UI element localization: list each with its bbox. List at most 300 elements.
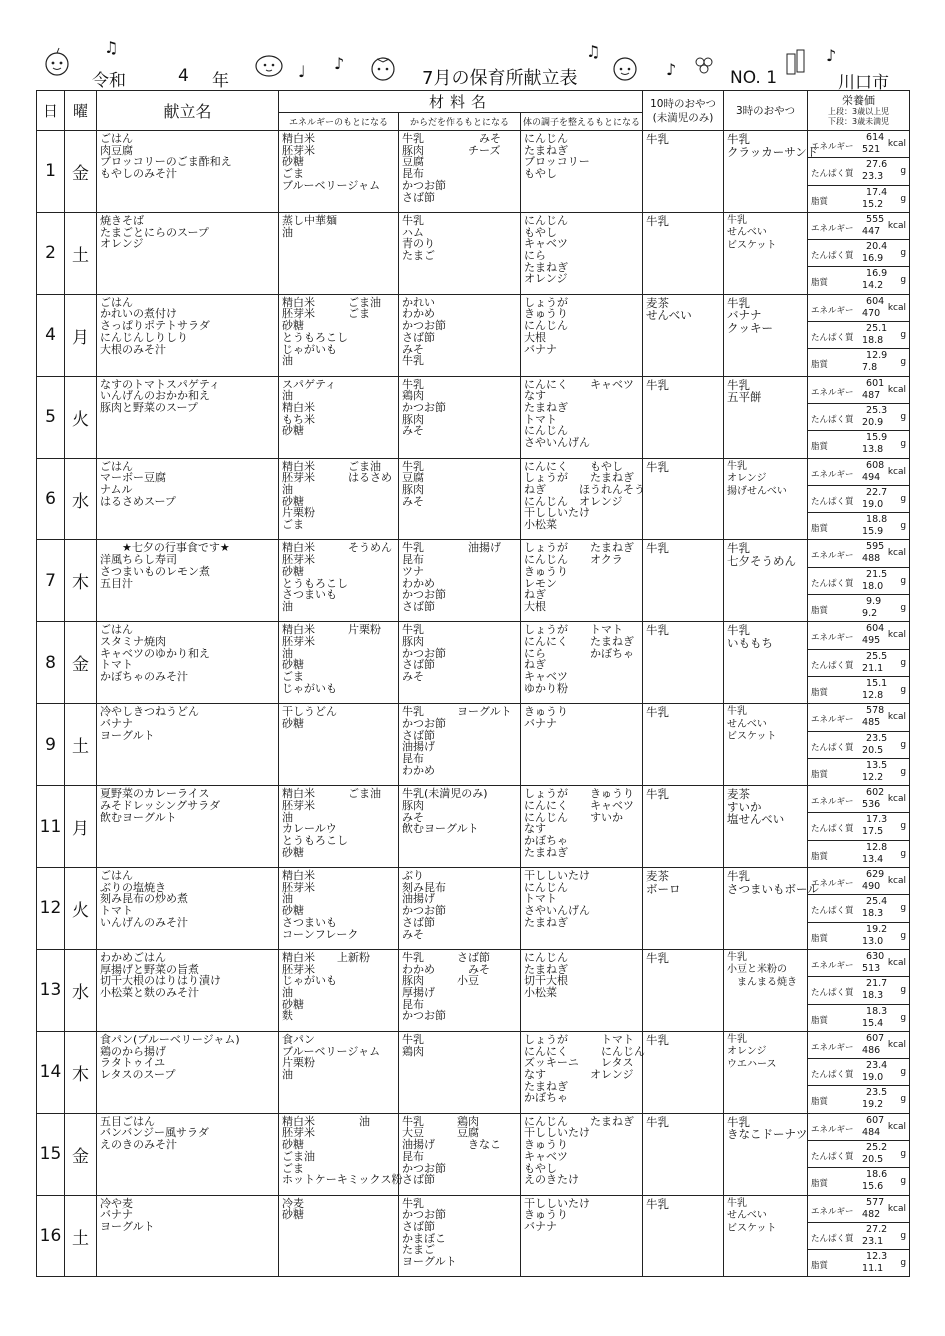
nutrition-fat-row: [808, 841, 909, 867]
nutrient-label: たんぱく質: [811, 333, 854, 344]
nutrient-value-lower: 20.9: [862, 416, 884, 428]
menu-day-row: [37, 376, 910, 458]
condition-ingredients: にんにく キャベツ なす たまねぎ トマト にんじん さやいんげん: [524, 377, 634, 450]
nutrient-unit: kcal: [887, 794, 907, 805]
am-snack: 牛乳: [646, 787, 670, 802]
nutrition-cell: [808, 1031, 910, 1113]
condition-ingredients-cell: [521, 868, 643, 950]
nutrition-energy-row: [808, 295, 909, 322]
nutrient-value-lower: 536: [862, 799, 881, 811]
nutrient-label: エネルギー: [811, 633, 854, 644]
music-note-icon: ♫: [586, 42, 601, 61]
nutrient-value-lower: 485: [862, 717, 881, 729]
pm-snack: 牛乳 さつまいもボール: [727, 869, 819, 896]
menu-items-cell: [97, 704, 279, 786]
pm-snack-cell: [724, 458, 808, 540]
am-snack-cell: [643, 622, 724, 704]
nutrient-value-lower: 18.8: [862, 335, 884, 347]
body-ingredients: 牛乳 さば節 わかめ みそ 豚肉 小豆 厚揚げ 昆布 かつお節: [402, 950, 490, 1023]
nutrition-energy-row: [808, 950, 909, 977]
pm-snack: 牛乳 オレンジ ウエハース: [727, 1033, 777, 1070]
nutrition-protein-row: [808, 568, 909, 595]
nutrient-value-lower: 18.3: [862, 908, 884, 920]
nutrient-value-upper: 607: [866, 1032, 885, 1044]
body-ingredients: 牛乳 ハム 青のり たまご: [402, 213, 435, 262]
weekday: 金: [65, 622, 97, 704]
energy-ingredients: 精白米 胚芽米 油 砂糖 さつまいも コーンフレーク: [282, 869, 359, 941]
nutrient-value-lower: 17.5: [862, 826, 884, 838]
nutrient-value-upper: 604: [866, 295, 885, 307]
nutrient-value-lower: 18.0: [862, 580, 884, 592]
nutrition-protein-row: [808, 322, 909, 349]
nutrient-value-upper: 12.3: [866, 1251, 888, 1263]
pm-snack: 牛乳 五平餅: [727, 377, 762, 405]
nutrient-value-upper: 13.5: [866, 759, 888, 771]
nutrient-unit: g: [900, 821, 907, 832]
am-snack: 麦茶 ボーロ: [646, 869, 681, 896]
body-ingredients: かれい わかめ かつお節 さば節 みそ 牛乳: [402, 295, 446, 368]
nutrient-unit: g: [900, 193, 907, 204]
nutrient-value-upper: 16.9: [866, 268, 888, 280]
nutrition-protein-row: [808, 1141, 909, 1168]
fruit-character-icon: [40, 46, 74, 76]
nutrient-unit: kcal: [887, 876, 907, 887]
condition-ingredients: しょうが たまねぎ にんじん オクラ きゅうり レモン ねぎ 大根: [524, 541, 634, 613]
music-note-icon: ♪: [826, 46, 837, 65]
nutrient-value-lower: 447: [862, 225, 881, 237]
nutrient-unit: kcal: [887, 1121, 907, 1132]
nutrient-value-upper: 19.2: [866, 923, 888, 935]
nutrition-fat-row: [808, 923, 909, 949]
nutrition-energy-row: [808, 1196, 909, 1223]
nutrient-unit: kcal: [887, 630, 907, 641]
pm-snack-cell: [724, 786, 808, 868]
condition-ingredients-cell: [521, 1031, 643, 1113]
energy-ingredients-cell: [279, 704, 399, 786]
am-snack-cell: [643, 458, 724, 540]
tomato-character-icon: [366, 52, 400, 82]
nutrient-value-upper: 555: [866, 213, 885, 225]
era-label: 令和: [92, 71, 126, 91]
nutrient-unit: g: [900, 1012, 907, 1023]
nutrient-unit: g: [900, 411, 907, 422]
nutrient-unit: g: [900, 657, 907, 668]
menu-day-row: [37, 1031, 910, 1113]
weekday: 火: [65, 376, 97, 458]
body-ingredients: 牛乳 みそ 豚肉 チーズ 豆腐 昆布 かつお節 さば節: [402, 132, 501, 204]
pm-snack: 牛乳 小豆と米粉の まんまる焼き: [727, 951, 798, 988]
nutrition-fat-row: [808, 1250, 909, 1276]
energy-ingredients: 精白米 胚芽米 砂糖 ごま ブルーベリージャム: [282, 132, 381, 192]
am-snack: 牛乳: [646, 705, 670, 720]
nutrient-value-upper: 23.5: [866, 1087, 888, 1099]
day-number: 8: [37, 622, 65, 704]
condition-ingredients: にんじん たまねぎ 干ししいたけ きゅうり キャベツ もやし えのきたけ: [524, 1114, 634, 1187]
condition-ingredients: にんじん たまねぎ 切干大根 小松菜: [524, 950, 568, 1000]
energy-ingredients: 食パン ブルーベリージャム 片栗粉 油: [282, 1032, 381, 1081]
body-ingredients-cell: [399, 1031, 521, 1113]
nutrient-unit: g: [900, 766, 907, 777]
nutrient-value-lower: 482: [862, 1208, 881, 1220]
nutrient-label: エネルギー: [811, 1124, 854, 1135]
nutrient-label: エネルギー: [811, 1206, 854, 1217]
am-snack: 牛乳: [646, 1196, 670, 1211]
am-snack-cell: [643, 1031, 724, 1113]
pm-snack: 牛乳 せんべい ビスケット: [727, 1197, 777, 1234]
nutrient-unit: g: [900, 603, 907, 614]
nutrition-fat-row: [808, 349, 909, 375]
day-number: 1: [37, 131, 65, 213]
nutrient-value-lower: 14.2: [862, 280, 884, 292]
nutrient-value-upper: 595: [866, 541, 885, 553]
nutrient-value-lower: 486: [862, 1044, 881, 1056]
nutrient-label: エネルギー: [811, 387, 854, 398]
nutrient-unit: kcal: [887, 548, 907, 559]
nutrition-note-upper: 上段：3歳以上児: [827, 107, 890, 116]
body-ingredients-cell: [399, 704, 521, 786]
menu-items: ★七夕の行事食です★ 洋風ちらし寿司 さつまいものレモン煮 五目汁: [100, 541, 230, 590]
weekday: 木: [65, 540, 97, 622]
nutrient-label: たんぱく質: [811, 742, 854, 753]
music-note-icon: ♪: [334, 54, 345, 73]
nutrition-energy-row: [808, 622, 909, 649]
menu-items-cell: [97, 294, 279, 376]
condition-ingredients-cell: [521, 949, 643, 1031]
nutrient-value-lower: 13.8: [862, 444, 884, 456]
nutrient-label: エネルギー: [811, 715, 854, 726]
nutrient-label: たんぱく質: [811, 1070, 854, 1081]
nutrient-unit: g: [900, 930, 907, 941]
am-snack: 牛乳: [646, 132, 670, 146]
am-snack: 牛乳: [646, 541, 670, 556]
nutrient-value-upper: 12.9: [866, 350, 888, 362]
weekday: 月: [65, 294, 97, 376]
menu-table: [36, 90, 910, 1277]
nutrition-cell: [808, 376, 910, 458]
pm-snack-cell: [724, 704, 808, 786]
nutrient-value-lower: 13.0: [862, 935, 884, 947]
nutrient-label: たんぱく質: [811, 578, 854, 589]
menu-items-cell: [97, 1195, 279, 1277]
nutrient-value-upper: 21.5: [866, 568, 888, 580]
nutrient-label: たんぱく質: [811, 1233, 854, 1244]
year-value: 4: [178, 66, 189, 86]
menu-day-row: [37, 540, 910, 622]
nutrient-unit: g: [900, 1094, 907, 1105]
nutrient-value-lower: 13.4: [862, 853, 884, 865]
day-number: 14: [37, 1031, 65, 1113]
nutrition-fat-row: [808, 1005, 909, 1031]
nutrient-label: エネルギー: [811, 305, 854, 316]
body-ingredients-cell: [399, 622, 521, 704]
bottle-character-icon: [778, 46, 812, 76]
nutrition-energy-row: [808, 213, 909, 240]
nutrient-value-upper: 15.9: [866, 432, 888, 444]
am-snack-cell: [643, 212, 724, 294]
nutrient-unit: g: [900, 1176, 907, 1187]
menu-items: 冷や麦 バナナ ヨーグルト: [100, 1196, 155, 1233]
music-note-icon: ♩: [298, 62, 306, 81]
menu-items: ごはん かれいの煮付け さっぱりポテトサラダ にんじんしりしり 大根のみそ汁: [100, 295, 210, 356]
nutrient-label: たんぱく質: [811, 906, 854, 917]
pm-snack-cell: [724, 1031, 808, 1113]
condition-ingredients-cell: [521, 786, 643, 868]
menu-items: 五目ごはん バンバンジー風サラダ えのきのみそ汁: [100, 1114, 209, 1152]
body-ingredients: 牛乳(未満児のみ) 豚肉 みそ 飲むヨーグルト: [402, 787, 488, 836]
am-snack-cell: [643, 704, 724, 786]
am-snack-cell: [643, 786, 724, 868]
nutrient-value-upper: 20.4: [866, 241, 888, 253]
energy-ingredients: 干しうどん 砂糖: [282, 705, 337, 730]
nutrition-fat-row: [808, 431, 909, 457]
energy-ingredients-cell: [279, 622, 399, 704]
nutrition-protein-row: [808, 240, 909, 267]
nutrition-fat-row: [808, 677, 909, 703]
nutrient-unit: kcal: [887, 1039, 907, 1050]
energy-ingredients: 精白米 ごま油 胚芽米 油 カレールウ とうもろこし 砂糖: [282, 787, 381, 859]
nutrient-label: 脂質: [811, 606, 829, 617]
am-snack-cell: [643, 540, 724, 622]
nutrient-value-upper: 9.9: [866, 596, 882, 608]
nutrition-fat-row: [808, 595, 909, 621]
nutrient-label: エネルギー: [811, 879, 854, 890]
nutrient-value-upper: 17.4: [866, 186, 888, 198]
nutrition-protein-row: [808, 977, 909, 1004]
energy-ingredients-cell: [279, 949, 399, 1031]
nutrition-energy-row: [808, 377, 909, 404]
nutrient-label: 脂質: [811, 360, 829, 371]
pm-snack: 牛乳 せんべい ビスケット: [727, 706, 777, 743]
pm-snack-cell: [724, 1113, 808, 1195]
nutrition-cell: [808, 704, 910, 786]
nutrient-label: 脂質: [811, 851, 829, 862]
nutrition-cell: [808, 1195, 910, 1277]
nutrition-energy-row: [808, 131, 909, 158]
body-ingredients: 牛乳 かつお節 さば節 かまぼこ たまご ヨーグルト: [402, 1196, 457, 1269]
col-materials-header: 材料名: [279, 91, 643, 113]
nutrition-protein-row: [808, 732, 909, 759]
weekday: 月: [65, 786, 97, 868]
menu-day-row: [37, 458, 910, 540]
nutrition-title: 栄養価: [842, 94, 876, 107]
nutrient-label: たんぱく質: [811, 169, 854, 180]
document-title: 7月の保育所献立表: [422, 68, 578, 89]
nutrient-value-lower: 16.9: [862, 253, 884, 265]
weekday: 火: [65, 868, 97, 950]
pm-snack-cell: [724, 294, 808, 376]
am-snack: 牛乳: [646, 377, 670, 392]
day-number: 12: [37, 868, 65, 950]
nutrient-label: 脂質: [811, 933, 829, 944]
energy-ingredients-cell: [279, 786, 399, 868]
condition-ingredients-cell: [521, 131, 643, 213]
nutrient-value-upper: 577: [866, 1196, 885, 1208]
menu-items-cell: [97, 622, 279, 704]
nutrient-unit: g: [900, 166, 907, 177]
menu-day-row: [37, 704, 910, 786]
menu-day-row: [37, 622, 910, 704]
page-header: [36, 40, 896, 92]
am-snack: 牛乳: [646, 950, 670, 965]
nutrient-value-upper: 608: [866, 459, 885, 471]
nutrition-energy-row: [808, 1114, 909, 1141]
nutrient-label: 脂質: [811, 442, 829, 453]
nutrient-value-lower: 15.6: [862, 1181, 884, 1193]
nutrition-cell: [808, 949, 910, 1031]
nutrient-label: たんぱく質: [811, 414, 854, 425]
nutrient-unit: g: [900, 1148, 907, 1159]
condition-ingredients-cell: [521, 376, 643, 458]
body-ingredients-cell: [399, 1195, 521, 1277]
nutrient-label: エネルギー: [811, 223, 854, 234]
nutrition-cell: [808, 540, 910, 622]
nutrient-label: たんぱく質: [811, 251, 854, 262]
nutrient-value-upper: 23.4: [866, 1060, 888, 1072]
nutrient-value-lower: 488: [862, 553, 881, 565]
nutrition-protein-row: [808, 895, 909, 922]
nutrient-label: エネルギー: [811, 960, 854, 971]
music-note-icon: ♫: [104, 38, 119, 57]
energy-ingredients: 精白米 上新粉 胚芽米 じゃがいも 油 砂糖 麩: [282, 950, 370, 1023]
nutrient-value-lower: 521: [862, 144, 881, 155]
nutrient-value-upper: 18.6: [866, 1169, 888, 1181]
day-number: 9: [37, 704, 65, 786]
weekday: 土: [65, 704, 97, 786]
condition-ingredients-cell: [521, 622, 643, 704]
pm-snack: 牛乳 せんべい ビスケット: [727, 214, 777, 251]
nutrient-value-upper: 630: [866, 950, 885, 962]
body-ingredients-cell: [399, 949, 521, 1031]
weekday: 水: [65, 949, 97, 1031]
body-ingredients: ぶり 刻み昆布 油揚げ かつお節 さば節 みそ: [402, 869, 446, 941]
nutrient-value-upper: 604: [866, 623, 885, 635]
nutrient-unit: kcal: [887, 466, 907, 477]
nutrient-value-upper: 12.8: [866, 841, 888, 853]
am-snack-cell: [643, 131, 724, 213]
condition-ingredients: しょうが トマト にんにく にんじん ズッキーニ レタス なす オレンジ たまねぎ かぼちゃ: [524, 1032, 645, 1105]
condition-ingredients: しょうが きゅうり にんにく キャベツ にんじん すいか なす かぼちゃ たまねぎ: [524, 787, 634, 859]
pm-snack-cell: [724, 622, 808, 704]
energy-ingredients-cell: [279, 868, 399, 950]
am-snack: 牛乳: [646, 459, 670, 474]
pm-snack: 牛乳 オレンジ 揚げせんべい: [727, 460, 787, 497]
day-number: 5: [37, 376, 65, 458]
nutrient-unit: kcal: [887, 384, 907, 395]
pm-snack: 牛乳 きなこドーナツ: [727, 1114, 808, 1142]
weekday: 土: [65, 1195, 97, 1277]
body-ingredients-cell: [399, 212, 521, 294]
nutrition-protein-row: [808, 813, 909, 840]
pm-snack: 牛乳 いももち: [727, 623, 774, 650]
nutrient-value-lower: 18.3: [862, 990, 884, 1002]
nutrient-label: 脂質: [811, 1179, 829, 1190]
nutrient-value-lower: 12.8: [862, 689, 884, 701]
nutrient-value-upper: 25.1: [866, 323, 888, 335]
nutrient-label: 脂質: [811, 196, 829, 207]
weekday: 金: [65, 131, 97, 213]
menu-day-row: [37, 868, 910, 950]
nutrient-value-upper: 601: [866, 377, 885, 389]
nutrient-label: エネルギー: [811, 469, 854, 480]
nutrition-cell: [808, 131, 910, 213]
nutrition-energy-row: [808, 540, 909, 567]
nutrition-protein-row: [808, 1059, 909, 1086]
am-snack: 牛乳: [646, 623, 670, 638]
menu-day-row: [37, 294, 910, 376]
body-ingredients: 牛乳 鶏肉: [402, 1032, 424, 1058]
nutrient-value-upper: 607: [866, 1114, 885, 1126]
col-menu-header: 献立名: [97, 91, 279, 131]
nutrient-value-lower: 470: [862, 307, 881, 319]
nutrient-value-upper: 22.7: [866, 486, 888, 498]
nutrition-fat-row: [808, 759, 909, 785]
nutrition-protein-row: [808, 1223, 909, 1250]
menu-day-row: [37, 212, 910, 294]
menu-items-cell: [97, 540, 279, 622]
energy-ingredients-cell: [279, 131, 399, 213]
nutrient-value-lower: 19.2: [862, 1099, 884, 1111]
nutrient-label: 脂質: [811, 1261, 829, 1272]
col-condition-src-header: 体の調子を整えるもとになる: [521, 113, 643, 131]
weekday: 木: [65, 1031, 97, 1113]
energy-ingredients-cell: [279, 1031, 399, 1113]
condition-ingredients: にんにく もやし しょうが たまねぎ ねぎ ほうれんそう にんじん オレンジ 干ししいたけ 小松菜: [524, 459, 645, 532]
nutrition-protein-row: [808, 650, 909, 677]
body-ingredients-cell: [399, 1113, 521, 1195]
nutrition-energy-row: [808, 786, 909, 813]
menu-items-cell: [97, 376, 279, 458]
pm-snack: 牛乳 七夕そうめん: [727, 541, 797, 568]
nutrition-protein-row: [808, 404, 909, 431]
nutrient-value-lower: 20.5: [862, 1153, 884, 1165]
col-day-header: 日: [37, 91, 65, 131]
body-ingredients: 牛乳 豆腐 豚肉 みそ: [402, 459, 424, 508]
body-ingredients-cell: [399, 294, 521, 376]
pm-snack-cell: [724, 376, 808, 458]
nutrient-value-lower: 11.1: [862, 1263, 884, 1275]
nutrient-unit: kcal: [887, 220, 907, 231]
condition-ingredients-cell: [521, 540, 643, 622]
condition-ingredients: にんじん たまねぎ ブロッコリー もやし: [524, 132, 590, 181]
condition-ingredients: 干ししいたけ きゅうり バナナ: [524, 1196, 590, 1233]
nutrition-protein-row: [808, 158, 909, 185]
menu-items: ごはん スタミナ焼肉 キャベツのゆかり和え トマト かぼちゃのみそ汁: [100, 623, 210, 684]
body-ingredients: 牛乳 鶏肉 大豆 豆腐 油揚げ きなこ 昆布 かつお節 さば節: [402, 1114, 501, 1187]
nutrient-value-upper: 21.7: [866, 978, 888, 990]
nutrition-cell: [808, 294, 910, 376]
nutrition-energy-row: [808, 1032, 909, 1059]
nutrition-fat-row: [808, 1086, 909, 1112]
document-number: NO. 1: [730, 68, 778, 88]
col-nutrition-header: [808, 91, 910, 131]
menu-items: わかめごはん 厚揚げと野菜の旨煮 切干大根のはりはり漬け 小松菜と麩のみそ汁: [100, 950, 221, 1000]
nutrition-protein-row: [808, 486, 909, 513]
energy-ingredients: 精白米 片栗粉 胚芽米 油 砂糖 ごま じゃがいも: [282, 623, 381, 695]
onion-character-icon: [608, 52, 642, 82]
city-name: 川口市: [838, 73, 889, 93]
menu-items: ごはん 肉豆腐 ブロッコリーのごま酢和え もやしのみそ汁: [100, 132, 232, 181]
nutrient-value-lower: 15.2: [862, 198, 884, 210]
energy-ingredients-cell: [279, 458, 399, 540]
nutrition-cell: [808, 458, 910, 540]
condition-ingredients-cell: [521, 294, 643, 376]
nutrient-value-upper: 602: [866, 787, 885, 799]
body-ingredients-cell: [399, 868, 521, 950]
nutrient-unit: g: [900, 521, 907, 532]
condition-ingredients-cell: [521, 212, 643, 294]
col-body-src-header: からだを作るもとになる: [399, 113, 521, 131]
energy-ingredients: 冷麦 砂糖: [282, 1196, 304, 1222]
